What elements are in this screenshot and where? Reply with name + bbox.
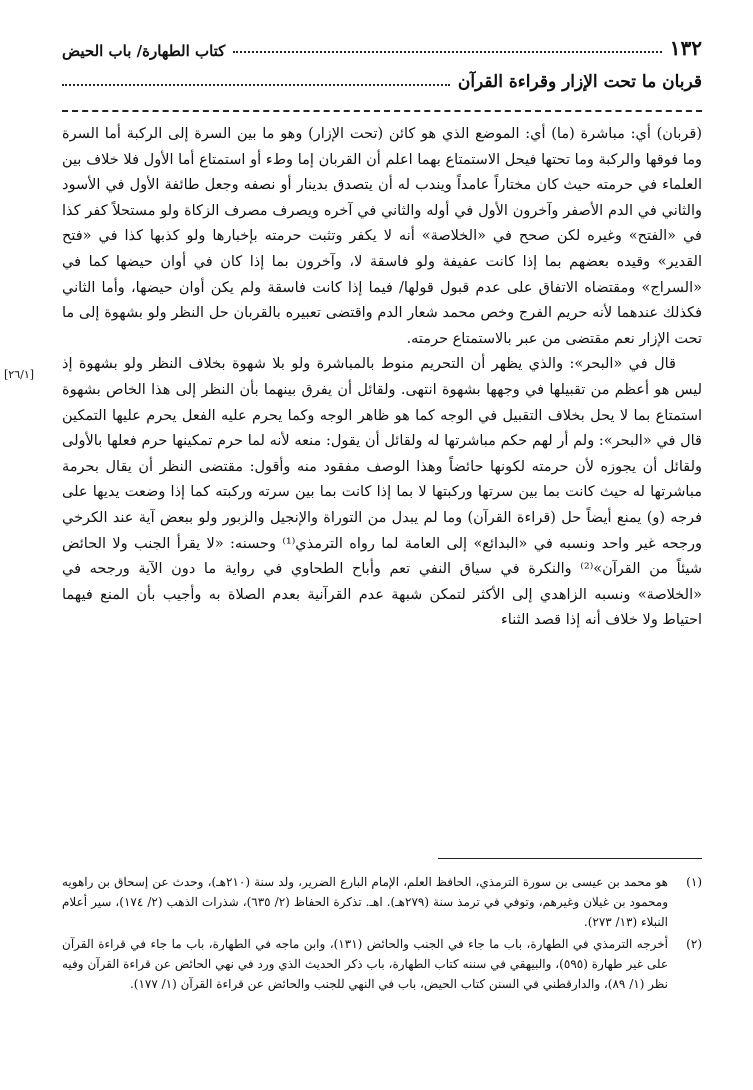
footnote-number: (٢): [686, 937, 702, 951]
footnote-text: هو محمد بن عيسى بن سورة الترمذي، الحافظ العلم، الإمام البارع الضرير، ولد سنة (٢١٠هـ)، وحدث عن إسحاق بن راهويه ومحمود بن غيلان وغيرهم، وتوفي في ترمذ سنة (٢٧٩هـ). اهـ. تذكرة الحفاظ (٢/ ٦٣٥)، شذرات الذهب (٢/ ١٧٤)، سير أعلام النبلاء (١٣/ ٢٧٣).: [62, 875, 669, 929]
footnote-1: [62, 872, 702, 932]
section-dashed-rule: [62, 110, 702, 112]
running-title: كتاب الطهارة/ باب الحيض: [62, 42, 226, 60]
section-heading: [62, 72, 702, 92]
footnote-separator: [438, 858, 702, 859]
footnotes: [62, 872, 702, 996]
section-dotted-leader: [62, 84, 450, 86]
paragraph-2: قال في «البحر»: والذي يظهر أن التحريم منوط بالمباشرة ولو بلا شهوة بخلاف النظر ولو بشهوة إذ ليس هو أعظم من تقبيلها في وجهها بشهوة انتهى. ولقائل أن يفرق بينهما بأن النظر إلى هذا الخاص بشهوة استمتاع بما لا يحل بخلاف التقبيل في الوجه كما هو ظاهر الوجه وكما يحرم عليه الفعل يحرم عليها التمكين قال في «البحر»: ولم أر لهم حكم مباشرتها له ولقائل أن يقول: منعه لأنه لما حرم تمكينها حرم فعلها بالأولى ولقائل أن يجوزه لأن حرمته لكونها حائضاً وهذا الوصف مفقود منه وأقول: مقتضى النظر أن يقال بحرمة مباشرتها له حيث كانت بما بين سرتها وركبتها لا بما إذا كانت بما بين سرته وركبته كما إذا وضعت يديها على فرجه (و) يمنع أيضاً حل (قراءة القرآن) وما لم يبدل من التوراة والإنجيل والزبور ولو ببعض آية عند الكرخي ورجحه غير واحد ونسبه في «البدائع» إلى العامة لما رواه الترمذي⁽¹⁾ وحسنه: «لا يقرأ الجنب ولا الحائض شيئاً من القرآن»⁽²⁾ والنكرة في سياق النفي تعم وأباح الطحاوي في رواية ما دون الآية ورجحه في «الخلاصة» ونسبه الزاهدي إلى الأكثر لتمكن شبهة عدم القرآنية بعدم الصلاة به وأجيب بأن المنع فيهما احتياط ولا خلاف أنه إذا قصد الثناء: [62, 356, 702, 629]
paragraph-1: (قربان) أي: مباشرة (ما) أي: الموضع الذي هو كائن (تحت الإزار) وهو ما بين السرة إلى الركبة أما السرة وما فوقها والركبة وما تحتها فيحل الاستمتاع بهما اعلم أن القربان إما وطء أو استمتاع أما الأول فلا خلاف بين العلماء في حرمته حيث كان مختاراً عامداً ويندب له أن يتصدق بدينار أو نصفه وجعل طائفة الأول في الأسود والثاني في الدم الأصفر وآخرون الأول في أوله والثاني في آخره ويصرف مصرف الزكاة ولو مستحلاً كفر كذا في «الفتح» وغيره لكن صحح في «الخلاصة» أنه لا يكفر وتثبت حرمته بإخبارها ولو كذبها كذا في «فتح القدير» وقيده بعضهم بما إذا كانت عفيفة ولو فاسقة لا، وآخرون بما إذا كان في أوان حيضها كما في «السراج» ومقتضاه الاتفاق على عدم قبول قولها/ فيما إذا كانت فاسقة ولم يكن أوان حيضها، وأما الثاني فكذلك عندهما لأنه حريم الفرج وخص محمد شعار الدم واقتضى تعبيره بالقربان حل النظر ولو بشهوة إلى ما تحت الإزار نعم مقتضى من عبر بالاستمتاع حرمته.: [62, 126, 702, 347]
section-title: قربان ما تحت الإزار وقراءة القرآن: [457, 72, 702, 92]
margin-volume-reference: [٢٦/١]: [4, 368, 35, 381]
footnote-2: [62, 934, 702, 994]
main-text: [62, 122, 702, 634]
page-number: ١٣٢: [669, 36, 702, 60]
header-dotted-leader: [233, 51, 661, 53]
footnote-text: أخرجه الترمذي في الطهارة، باب ما جاء في الجنب والحائض (١٣١)، وابن ماجه في الطهارة، باب ما جاء في قراءة القرآن على غير طهارة (٥٩٥)، والبيهقي في سننه كتاب الطهارة، باب ذكر الحديث الذي ورد في نهي الحائض عن قراءة القرآن وفيه نظر (١/ ٨٩)، والدارقطني في السنن كتاب الحيض، باب في النهي للجنب والحائض عن قراءة القرآن (١/ ١٧٧).: [62, 937, 669, 991]
running-header: [62, 28, 702, 60]
footnote-number: (١): [686, 875, 702, 889]
